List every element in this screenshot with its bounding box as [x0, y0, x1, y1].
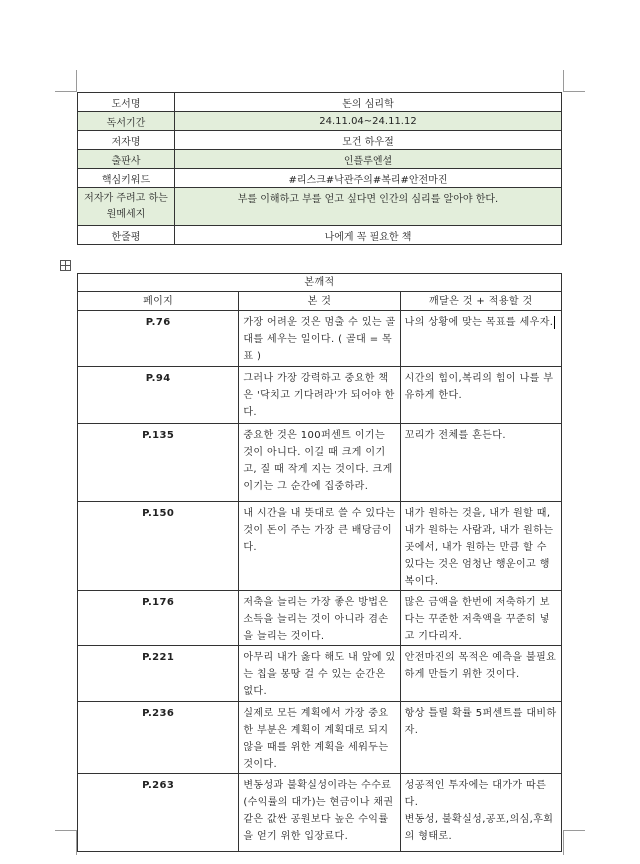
book-info-table — [77, 92, 562, 245]
info-row-title — [78, 93, 562, 112]
info-row-publisher — [78, 150, 562, 169]
info-value[interactable]: 24.11.04~24.11.12 — [175, 112, 562, 131]
info-value[interactable]: 부를 이해하고 부를 얻고 싶다면 인간의 심리를 알아야 한다. — [175, 188, 562, 226]
info-label[interactable]: 저자가 주려고 하는 원메세지 — [78, 188, 175, 226]
table-row — [78, 646, 562, 702]
header-page[interactable]: 페이지 — [78, 292, 239, 311]
header-learned[interactable]: 깨달은 것 + 적용할 것 — [400, 292, 561, 311]
seen-cell[interactable]: 그러나 가장 강력하고 중요한 책은 '닥치고 기다려라'가 되어야 한다. — [239, 367, 400, 424]
crop-mark-top-left-v — [76, 70, 77, 92]
learned-cell[interactable]: 많은 금액을 한번에 저축하기 보다는 꾸준한 저축액을 꾸준히 넣고 기다리자. — [400, 591, 561, 646]
crop-mark-top-right-v — [563, 70, 564, 92]
learned-cell[interactable]: 시간의 힘이,복리의 힘이 나를 부유하게 한다. — [400, 367, 561, 424]
seen-cell[interactable]: 가장 어려운 것은 멈출 수 있는 골대를 세우는 일이다. ( 골대 = 목표 ) — [239, 311, 400, 367]
table-row — [78, 424, 562, 502]
learned-cell[interactable] — [400, 311, 561, 367]
header-seen[interactable]: 본 것 — [239, 292, 400, 311]
page-cell[interactable]: P.236 — [78, 702, 239, 774]
info-label[interactable]: 핵심키워드 — [78, 169, 175, 188]
info-row-review — [78, 226, 562, 245]
info-label[interactable]: 독서기간 — [78, 112, 175, 131]
info-value[interactable]: 인플루엔셜 — [175, 150, 562, 169]
page-cell[interactable]: P.221 — [78, 646, 239, 702]
seen-cell[interactable]: 중요한 것은 100퍼센트 이기는 것이 아니다. 이길 때 크게 이기고, 질 때 작게 지는 것이다. 크게 이기는 그 순간에 집중하라. — [239, 424, 400, 502]
seen-cell[interactable]: 아무리 내가 옳다 해도 내 앞에 있는 칩을 몽땅 걸 수 있는 순간은 없다. — [239, 646, 400, 702]
notes-title-row — [78, 274, 562, 292]
info-value[interactable]: 모건 하우절 — [175, 131, 562, 150]
learned-cell[interactable]: 안전마진의 목적은 예측을 불필요하게 만들기 위한 것이다. — [400, 646, 561, 702]
crop-mark-top-right-h — [563, 91, 585, 92]
info-row-message — [78, 188, 562, 226]
info-row-period — [78, 112, 562, 131]
page-cell[interactable]: P.150 — [78, 502, 239, 591]
notes-table — [77, 273, 562, 852]
notes-header-row — [78, 292, 562, 311]
page-cell[interactable]: P.263 — [78, 774, 239, 852]
text-cursor — [554, 316, 555, 329]
notes-title[interactable]: 본깨적 — [78, 274, 562, 292]
seen-cell[interactable]: 실제로 모든 계획에서 가장 중요한 부분은 계획이 계획대로 되지 않을 때를 위한 계획을 세워두는 것이다. — [239, 702, 400, 774]
learned-cell[interactable]: 성공적인 투자에는 대가가 따른다. 변동성, 불확실성,공포,의심,후회의 형태로. — [400, 774, 561, 852]
seen-cell[interactable]: 저축을 늘리는 가장 좋은 방법은 소득을 늘리는 것이 아니라 겸손을 늘리는 것이다. — [239, 591, 400, 646]
learned-cell[interactable]: 내가 원하는 것을, 내가 원할 때, 내가 원하는 사람과, 내가 원하는 곳에서, 내가 원하는 만큼 할 수 있다는 것은 엄청난 행운이고 행복이다. — [400, 502, 561, 591]
learned-text: 나의 상황에 맞는 목표를 세우자. — [404, 317, 554, 328]
seen-cell[interactable]: 내 시간을 내 뜻대로 쓸 수 있다는 것이 돈이 주는 가장 큰 배당금이다. — [239, 502, 400, 591]
table-row — [78, 367, 562, 424]
info-row-keywords — [78, 169, 562, 188]
table-row — [78, 702, 562, 774]
crop-mark-bottom-right-v — [563, 830, 564, 855]
info-value[interactable]: 나에게 꼭 필요한 책 — [175, 226, 562, 245]
page-cell[interactable]: P.94 — [78, 367, 239, 424]
info-row-author — [78, 131, 562, 150]
learned-cell[interactable]: 꼬리가 전체를 흔든다. — [400, 424, 561, 502]
info-value[interactable]: 돈의 심리학 — [175, 93, 562, 112]
table-handle-icon[interactable] — [60, 260, 71, 271]
table-row — [78, 774, 562, 852]
info-label[interactable]: 출판사 — [78, 150, 175, 169]
page-cell[interactable]: P.135 — [78, 424, 239, 502]
info-label[interactable]: 저자명 — [78, 131, 175, 150]
page-cell[interactable]: P.76 — [78, 311, 239, 367]
info-label[interactable]: 도서명 — [78, 93, 175, 112]
info-label[interactable]: 한줄평 — [78, 226, 175, 245]
info-value[interactable]: #리스크#낙관주의#복리#안전마진 — [175, 169, 562, 188]
table-row — [78, 502, 562, 591]
learned-cell[interactable]: 항상 틀릴 확률 5퍼센트를 대비하자. — [400, 702, 561, 774]
crop-mark-bottom-right-h — [563, 830, 585, 831]
crop-mark-bottom-left-h — [55, 830, 77, 831]
table-row — [78, 311, 562, 367]
table-row — [78, 591, 562, 646]
crop-mark-top-left-h — [55, 91, 77, 92]
seen-cell[interactable]: 변동성과 불확실성이라는 수수료 (수익률의 대가)는 현금이나 채권 같은 값싼 공원보다 높은 수익률을 얻기 위한 입장료다. — [239, 774, 400, 852]
page-cell[interactable]: P.176 — [78, 591, 239, 646]
